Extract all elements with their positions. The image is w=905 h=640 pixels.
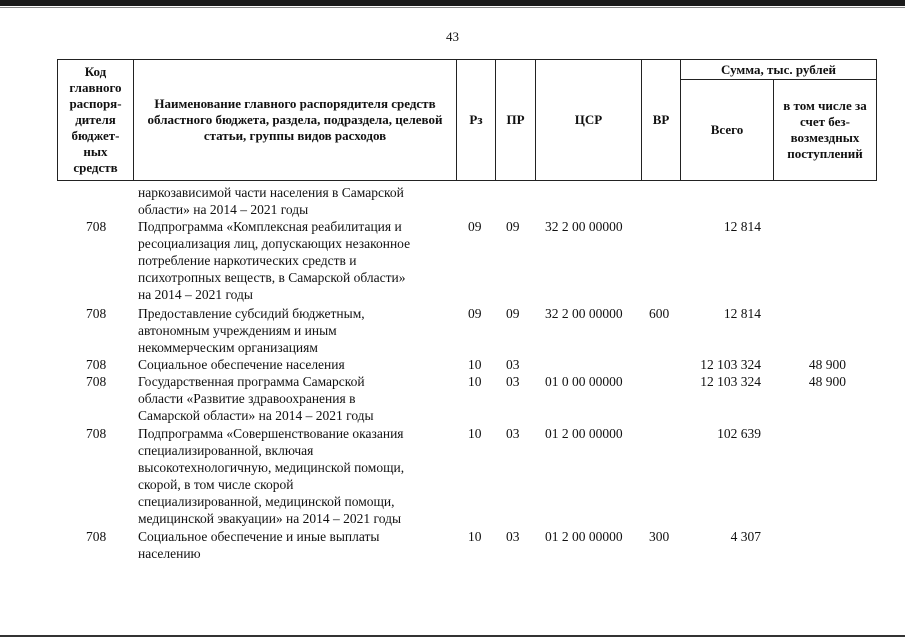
page-number: 43 <box>446 29 459 44</box>
row-name-line: автономным учреждениям и иным <box>138 323 337 338</box>
row-code: 708 <box>86 219 107 234</box>
header-rz: Рз <box>469 112 483 127</box>
row-incl: 48 900 <box>808 357 846 372</box>
row-code: 708 <box>86 374 107 389</box>
header-code-text: Код главного распоря-дителя бюджет-ных средств <box>69 64 122 175</box>
continuation-line: наркозависимой части населения в Самарской <box>138 185 404 200</box>
header-csr: ЦСР <box>574 112 603 127</box>
row-name-line: специализированной, включая <box>138 443 314 458</box>
row-name-line: специализированной, медицинской помощи, <box>138 494 395 509</box>
header-incl <box>774 80 876 180</box>
row-name-line: высокотехнологичную, медицинской помощи, <box>138 460 405 475</box>
row-rz: 10 <box>468 426 482 441</box>
row-code: 708 <box>86 306 107 321</box>
row-total: 12 103 324 <box>700 357 761 372</box>
row-total: 4 307 <box>730 529 761 544</box>
row-rz: 10 <box>468 374 482 389</box>
top-border-rule <box>0 0 905 6</box>
table-header <box>57 59 877 181</box>
header-sum-group: Сумма, тыс. рублей <box>721 61 836 77</box>
row-pr: 09 <box>506 219 520 234</box>
row-total: 12 814 <box>723 219 761 234</box>
row-name-line: Подпрограмма «Комплексная реабилитация и <box>138 219 402 234</box>
row-pr: 09 <box>506 306 520 321</box>
row-csr: 32 2 00 00000 <box>545 219 623 234</box>
row-name-line: Социальное обеспечение и иные выплаты <box>138 529 380 544</box>
row-csr: 01 0 00 00000 <box>545 374 623 389</box>
row-name-line: некоммерческим организациям <box>138 340 318 355</box>
row-name-line: Предоставление субсидий бюджетным, <box>138 306 365 321</box>
row-pr: 03 <box>506 374 520 389</box>
header-pr: ПР <box>506 112 525 127</box>
row-name-line: медицинской эвакуации» на 2014 – 2021 годы <box>138 511 402 526</box>
row-vr: 300 <box>649 529 670 544</box>
row-vr: 600 <box>649 306 670 321</box>
header-vr: ВР <box>652 112 670 127</box>
row-rz: 10 <box>468 529 482 544</box>
row-name-line: населению <box>138 546 201 561</box>
row-name-line: Социальное обеспечение населения <box>138 357 345 372</box>
header-code <box>58 60 133 180</box>
row-code: 708 <box>86 357 107 372</box>
row-total: 12 814 <box>723 306 761 321</box>
row-code: 708 <box>86 426 107 441</box>
row-pr: 03 <box>506 529 520 544</box>
row-code: 708 <box>86 529 107 544</box>
header-name-text: Наименование главного распорядителя средств областного бюджета, раздела, подраздела, целевой статьи, группы видов расходов <box>147 96 443 143</box>
row-csr: 01 2 00 00000 <box>545 529 623 544</box>
row-name-line: области «Развитие здравоохранения в <box>138 391 356 406</box>
row-total: 102 639 <box>717 426 761 441</box>
row-name-line: скорой, в том числе скорой <box>138 477 294 492</box>
row-csr: 32 2 00 00000 <box>545 306 623 321</box>
row-name-line: психотропных веществ, в Самарской области» <box>138 270 406 285</box>
row-incl: 48 900 <box>808 374 846 389</box>
bottom-border-rule <box>0 635 905 637</box>
row-pr: 03 <box>506 357 520 372</box>
row-name-line: потребление наркотических средств и <box>138 253 357 268</box>
row-rz: 09 <box>468 219 482 234</box>
row-csr: 01 2 00 00000 <box>545 426 623 441</box>
row-rz: 09 <box>468 306 482 321</box>
row-name-line: Самарской области» на 2014 – 2021 годы <box>138 408 374 423</box>
row-name-line: Государственная программа Самарской <box>138 374 365 389</box>
row-name-line: ресоциализация лиц, допускающих незаконное <box>138 236 411 251</box>
row-rz: 10 <box>468 357 482 372</box>
top-border-rule-thin <box>0 7 905 8</box>
row-total: 12 103 324 <box>700 374 761 389</box>
row-name-line: на 2014 – 2021 годы <box>138 287 253 302</box>
header-name <box>134 60 456 180</box>
row-name-line: Подпрограмма «Совершенствование оказания <box>138 426 404 441</box>
header-total: Всего <box>710 122 744 137</box>
row-pr: 03 <box>506 426 520 441</box>
continuation-line: области» на 2014 – 2021 годы <box>138 202 309 217</box>
header-incl-text: в том числе за счет без-возмездных поступлений <box>783 98 867 161</box>
